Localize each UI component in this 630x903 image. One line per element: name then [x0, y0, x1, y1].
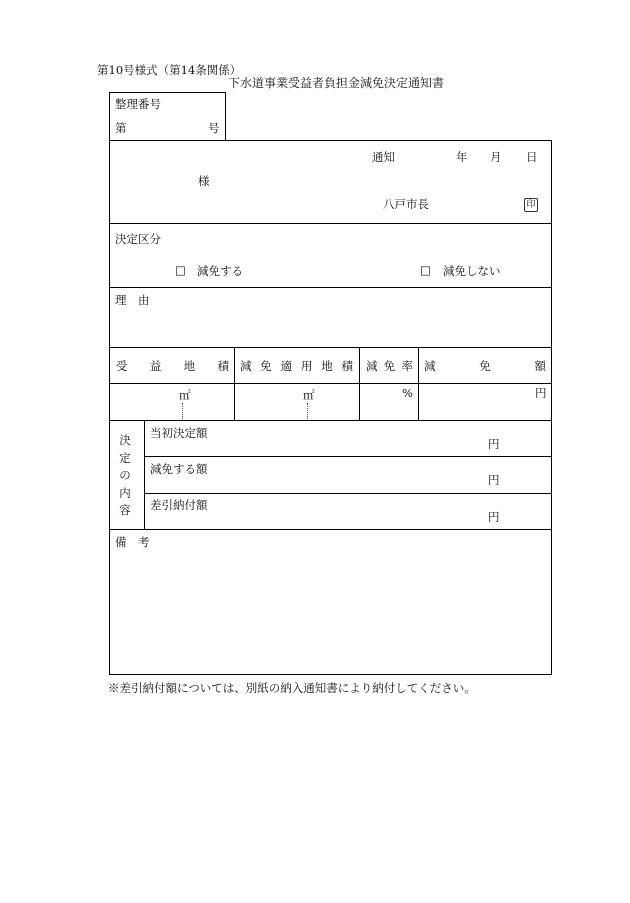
notice-day: 日	[526, 150, 538, 164]
header-applied-area: 減 免 適 用 地 積	[240, 359, 353, 373]
addressee-sama: 様	[198, 174, 210, 188]
mayor-name: 八戸市長	[383, 197, 429, 211]
unit-applied-area: ㎡	[303, 388, 315, 402]
remarks-label: 備 考	[115, 535, 150, 549]
header-amount: 減 免 額	[424, 359, 546, 373]
notice-tsuuchi: 通知	[372, 150, 395, 164]
content-side-label: 決 定 の 内 容	[119, 433, 131, 517]
frame-right	[551, 140, 552, 675]
reference-dai: 第	[115, 121, 127, 135]
option-reduce-label: 減免する	[197, 264, 243, 278]
decision-label: 決定区分	[115, 232, 161, 246]
unit-rate: %	[402, 386, 413, 400]
initial-amount-unit: 円	[488, 437, 500, 451]
document-title: 下水道事業受益者負担金減免決定通知書	[228, 76, 445, 90]
seal-mark: 印	[524, 198, 538, 212]
initial-amount-label: 当初決定額	[150, 426, 208, 440]
unit-area: ㎡	[179, 388, 191, 402]
reference-label: 整理番号	[115, 97, 161, 111]
option-no-reduce-label: 減免しない	[443, 264, 501, 278]
header-area: 受 益 地 積	[116, 359, 229, 373]
reduction-amount-label: 減免する額	[150, 462, 208, 476]
header-rate: 減 免 率	[366, 359, 413, 373]
form-number: 第10号様式（第14条関係）	[97, 63, 242, 77]
reference-go: 号	[208, 121, 220, 135]
notice-year: 年	[456, 150, 468, 164]
checkbox-reduce[interactable]: □	[175, 263, 186, 277]
reduction-amount-unit: 円	[488, 473, 500, 487]
frame-bottom	[109, 674, 552, 675]
reason-label: 理 由	[115, 293, 150, 307]
net-payment-unit: 円	[488, 510, 500, 524]
frame-top	[109, 140, 552, 141]
checkbox-no-reduce[interactable]: □	[420, 263, 431, 277]
net-payment-label: 差引納付額	[150, 498, 208, 512]
notice-month: 月	[490, 150, 502, 164]
unit-amount: 円	[535, 386, 547, 400]
footnote: ※差引納付額については、別紙の納入通知書により納付してください。	[108, 681, 476, 695]
